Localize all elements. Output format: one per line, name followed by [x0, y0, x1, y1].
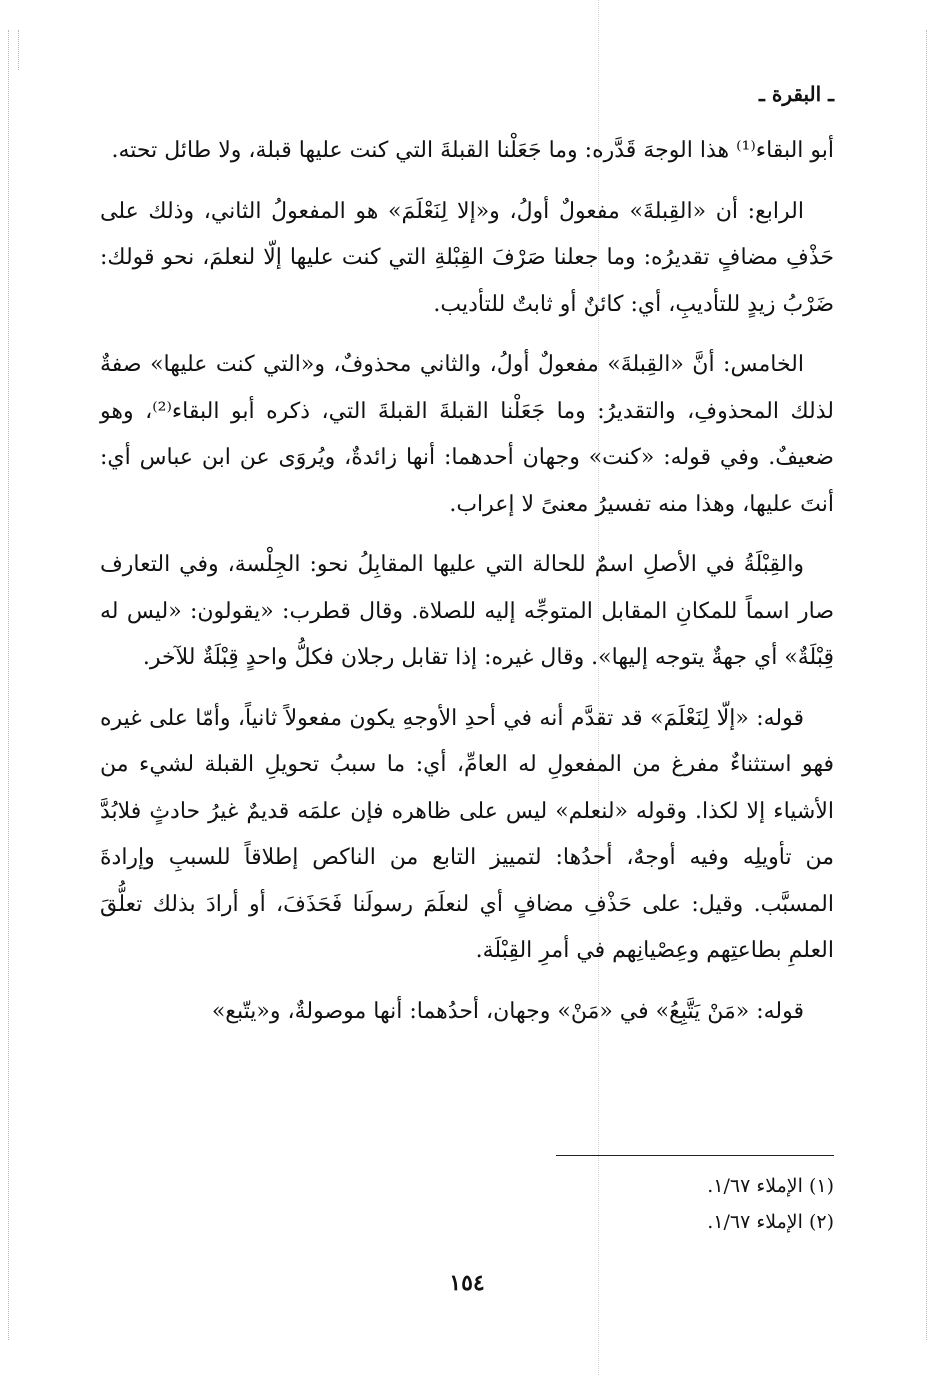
scan-edge-left-mark — [18, 30, 19, 70]
footnote-2: (٢) الإملاء ١/٦٧. — [707, 1211, 834, 1233]
running-head: ـ البقرة ـ — [759, 82, 834, 106]
footnote-1: (١) الإملاء ١/٦٧. — [707, 1175, 834, 1197]
paragraph-man-yattabiu: قوله: «مَنْ يَتَّبِعُ» في «مَنْ» وجهان، أحدُهما: أنها موصولةٌ، و«يتّبع» — [211, 998, 804, 1024]
paragraph-fourth-view: الرابع: أن «القِبلةَ» مفعولٌ أولُ، و«إلا لِنَعْلَمَ» هو المفعولُ الثاني، وذلك على حَذْفِ مضافٍ تقديرُه: وما جعلنا صَرْفَ القِبْلةِ التي كنت عليها إلّا لنعلمَ، نحو قولك: ضَرْبُ زيدٍ للتأديبِ، أي: كائنٌ أو ثابتٌ للتأديب. — [100, 198, 834, 317]
paragraph-illa-linalam: قوله: «إلّا لِنَعْلَمَ» قد تقدَّم أنه في أحدِ الأوجهِ يكون مفعولاً ثانياً، وأمّا على غيره فهو استثناءٌ مفرغ من المفعولِ له العامِّ، أي: ما سببُ تحويلِ القبلة لشيء من الأشياء إلا لكذا. وقوله «لنعلم» ليس على ظاهره فإن علمَه قديمٌ غيرُ حادثٍ فلابُدَّ من تأويلِه وفيه أوجهٌ، أحدُها: لتمييز التابع من الناكص إطلاقاً للسببِ وإرادةَ المسبَّب. وقيل: على حَذْفِ مضافٍ أي لنعلَمَ رسولَنا فَحَذَفَ، أو أرادَ بذلك تعلُّقَ العلمِ بطاعتِهم وعِصْيانِهم في أمرِ القِبْلَة. — [100, 705, 834, 963]
page-number: ١٥٤ — [449, 1270, 485, 1296]
scan-edge-right — [926, 30, 927, 1340]
paragraph-fifth-view: الخامس: أنَّ «القِبلةَ» مفعولٌ أولُ، والثاني محذوفٌ، و«التي كنت عليها» صفةٌ لذلك المحذوفِ، والتقديرُ: وما جَعَلْنا القبلةَ القبلةَ التي، ذكره أبو البقاء⁽²⁾، وهو ضعيفٌ. وفي قوله: «كنت» وجهان أحدهما: أنها زائدةٌ، ويُروَى عن ابن عباس أي: أنتَ عليها، وهذا منه تفسيرُ معنىً لا إعراب. — [100, 352, 834, 517]
footnote-divider — [556, 1155, 834, 1156]
paragraph-continued: أبو البقاء⁽¹⁾ هذا الوجهَ قَدَّره: وما جَعَلْنا القبلةَ التي كنت عليها قبلة، ولا طائل تحته. — [111, 138, 834, 163]
main-text — [100, 128, 834, 1049]
scan-edge-left — [8, 30, 9, 1340]
paragraph-qibla-meaning: والقِبْلَةُ في الأصلِ اسمٌ للحالة التي عليها المقابِلُ نحو: الجِلْسة، وفي التعارف صار اسماً للمكانِ المقابل المتوجِّه إليه للصلاة. وقال قطرب: «يقولون: «ليس له قِبْلَةٌ» أي جهةٌ يتوجه إليها». وقال غيره: إذا تقابل رجلان فكلُّ واحدٍ قِبْلَةٌ للآخر. — [100, 552, 834, 670]
footnotes — [707, 1168, 834, 1240]
